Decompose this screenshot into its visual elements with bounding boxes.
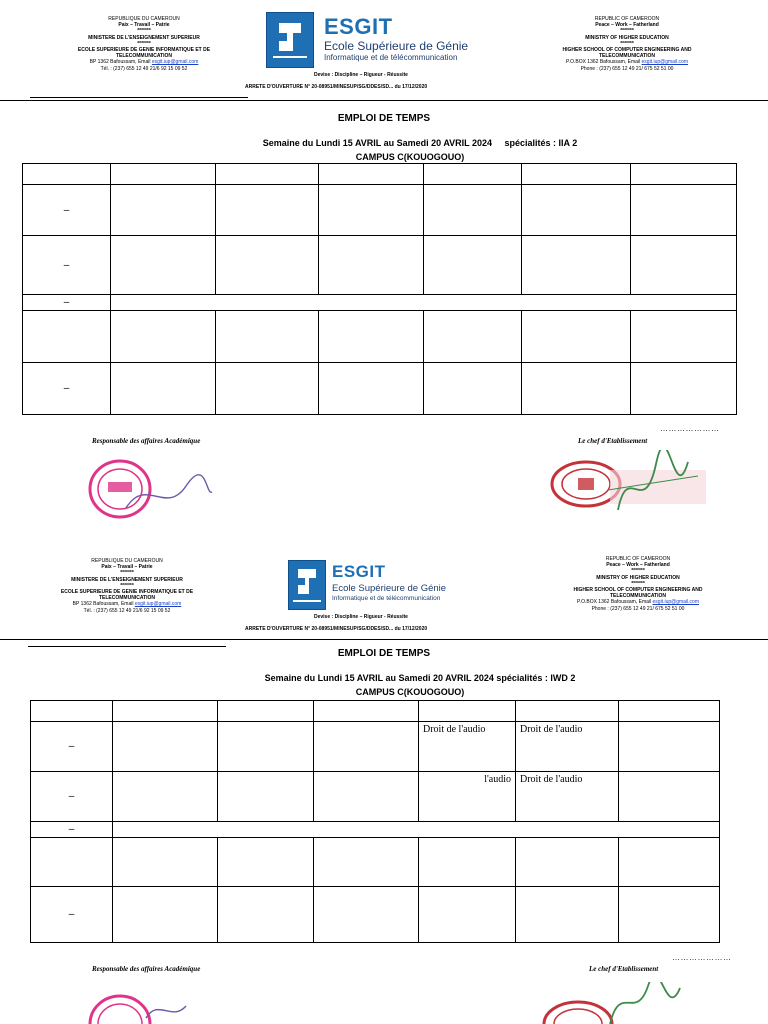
- header-left-bp: BP 1362 Bafoussam, Email: [89, 59, 152, 66]
- signature-label-director: Le chef d'Etablissement: [589, 965, 659, 973]
- table-cell: [319, 236, 424, 295]
- header-right-line: *******: [631, 568, 645, 575]
- header-right-line: *******: [620, 28, 634, 35]
- table-cell: [522, 236, 631, 295]
- table-cell: [111, 363, 216, 415]
- header-right-line: *******: [631, 580, 645, 587]
- break-cell: [111, 295, 737, 311]
- time-slot-dash: –: [23, 185, 111, 236]
- table-row: [31, 887, 720, 943]
- header-right-line: TELECOMMUNICATION: [598, 53, 655, 60]
- arrete: ARRETE D'OUVERTURE N° 20-08951/MINESUP/SG/DDES/SD... du 17/12/2020: [245, 84, 428, 90]
- header-left-line: *******: [120, 582, 134, 589]
- table-cell: [314, 838, 419, 887]
- logo-mark-icon: [288, 560, 326, 610]
- header-left-line: MINISTERE DE L'ENSEIGNEMENT SUPERIEUR: [71, 576, 183, 583]
- logo-subtitle: Informatique et de télécommunication: [324, 53, 458, 62]
- table-cell: [419, 887, 516, 943]
- header-underline: [30, 97, 248, 98]
- logo-name: Ecole Supérieure de Génie: [324, 39, 469, 53]
- logo-subtitle: Informatique et de télécommunication: [332, 595, 441, 602]
- header-left-tel: Tél. : (237) 655 12 49 21/6 92 15 09 52: [100, 65, 188, 72]
- header-right-line: REPUBLIC OF CAMEROON: [594, 16, 660, 22]
- email-link[interactable]: esgit.iup@gmail.com: [641, 59, 688, 66]
- table-cell: [111, 236, 216, 295]
- table-cell: [314, 722, 419, 772]
- time-slot-dash: –: [23, 236, 111, 295]
- table-cell: [314, 887, 419, 943]
- table-cell: [424, 236, 522, 295]
- table-row: [23, 185, 737, 236]
- logo-name: Ecole Supérieure de Génie: [332, 583, 447, 594]
- table-cell: [216, 236, 319, 295]
- table-cell: [516, 701, 619, 722]
- header-left-line: REPUBLIQUE DU CAMEROUN: [91, 558, 163, 564]
- table-cell: [631, 311, 737, 363]
- table-row: [31, 722, 720, 772]
- header-left-line: TELECOMMUNICATION: [98, 595, 155, 602]
- esgit-logo: [266, 12, 476, 68]
- header-left-line: REPUBLIQUE DU CAMEROUN: [108, 16, 180, 22]
- header-right-phone: Phone : (237) 655 12 49 21/ 675 52 51 00: [591, 605, 685, 612]
- header-left-line: Paix – Travail – Patrie: [118, 22, 170, 29]
- time-slot-dash: –: [23, 295, 111, 311]
- signature-label-director: Le chef d'Etablissement: [578, 437, 648, 445]
- header-rule: [0, 100, 768, 101]
- table-row-break: [23, 295, 737, 311]
- table-cell: [631, 363, 737, 415]
- header-right-line: TELECOMMUNICATION: [609, 593, 666, 600]
- table-cell: [631, 164, 737, 185]
- table-row: [23, 164, 737, 185]
- table-cell: [31, 701, 113, 722]
- schedule-campus: CAMPUS C(KOUOGOUO): [355, 152, 465, 162]
- table-cell: [619, 838, 720, 887]
- table-cell: [424, 311, 522, 363]
- table-cell: [631, 185, 737, 236]
- schedule-campus: CAMPUS C(KOUOGOUO): [355, 687, 465, 697]
- table-cell: [23, 311, 111, 363]
- table-cell: [23, 164, 111, 185]
- esgit-logo: [288, 560, 458, 610]
- table-cell: [111, 164, 216, 185]
- timetable: [22, 163, 737, 415]
- logo-brand: ESGIT: [324, 14, 393, 39]
- table-row-break: [31, 822, 720, 838]
- table-cell: [619, 722, 720, 772]
- time-slot-dash: –: [31, 722, 113, 772]
- header-left-line: *******: [137, 28, 151, 35]
- table-cell: [31, 838, 113, 887]
- table-cell: [111, 311, 216, 363]
- table-cell: [218, 722, 314, 772]
- table-cell: [522, 185, 631, 236]
- header-right-line: Peace – Work – Fatherland: [595, 22, 659, 29]
- signature-label-academic: Responsable des affaires Académique: [92, 965, 201, 973]
- table-cell: [216, 311, 319, 363]
- table-cell: [424, 363, 522, 415]
- header-right-line: HIGHER SCHOOL OF COMPUTER ENGINEERING AND: [573, 587, 703, 594]
- course-cell: Droit de l'audio: [419, 722, 516, 772]
- header-left-line: Paix – Travail – Patrie: [101, 564, 153, 571]
- header-right-po: P.O.BOX 1362 Bafoussam, Email: [566, 59, 642, 66]
- table-cell: [619, 701, 720, 722]
- header-rule: [0, 639, 768, 640]
- time-slot-dash: –: [23, 363, 111, 415]
- schedule-title: EMPLOI DE TEMPS: [337, 648, 431, 659]
- table-cell: [113, 772, 218, 822]
- header-right-po: P.O.BOX 1362 Bafoussam, Email: [577, 599, 653, 606]
- header-underline: [28, 646, 226, 647]
- timetable: [30, 700, 720, 943]
- schedule-week: Semaine du Lundi 15 AVRIL au Samedi 20 AVRIL 2024 spécialités : IWD 2: [264, 673, 576, 683]
- time-slot-dash: –: [31, 887, 113, 943]
- table-cell: [113, 701, 218, 722]
- header-left-block: [44, 16, 244, 72]
- table-row: [23, 311, 737, 363]
- director-stamp-icon: [540, 982, 706, 1024]
- header-right-line: MINISTRY OF HIGHER EDUCATION: [585, 34, 669, 41]
- header-right-line: Peace – Work – Fatherland: [606, 562, 670, 569]
- table-cell: [218, 887, 314, 943]
- header-right-line: *******: [620, 40, 634, 47]
- table-cell: [218, 838, 314, 887]
- arrete: ARRETE D'OUVERTURE N° 20-08951/MINESUP/SG/DDES/SD... du 17/12/2020: [245, 626, 428, 632]
- table-cell: [522, 363, 631, 415]
- table-cell: [319, 185, 424, 236]
- header-left-line: *******: [137, 40, 151, 47]
- table-row: [31, 701, 720, 722]
- table-cell: [424, 185, 522, 236]
- table-cell: [216, 164, 319, 185]
- table-cell: [113, 838, 218, 887]
- break-cell: [113, 822, 720, 838]
- table-cell: [516, 887, 619, 943]
- header-left-bp: BP 1362 Bafoussam, Email: [72, 601, 135, 608]
- signature-dots: …………………: [672, 953, 732, 962]
- header-left-line: TELECOMMUNICATION: [115, 53, 172, 60]
- academic-stamp-icon: [86, 988, 216, 1024]
- table-row: [23, 363, 737, 415]
- academic-stamp-icon: [86, 456, 216, 522]
- header-left-line: ECOLE SUPERIEURE DE GENIE INFORMATIQUE ET DE: [60, 589, 194, 596]
- director-stamp-icon: [548, 450, 714, 522]
- signature-dots: …………………: [660, 424, 720, 433]
- table-row: [31, 838, 720, 887]
- table-cell: [111, 185, 216, 236]
- table-cell: [424, 164, 522, 185]
- header-right-block: [538, 556, 738, 612]
- course-cell: l'audio: [419, 772, 516, 822]
- table-cell: [314, 772, 419, 822]
- table-cell: [522, 311, 631, 363]
- devise: Devise : Discipline – Rigueur - Réussite: [314, 614, 408, 620]
- table-cell: [113, 887, 218, 943]
- table-row: [23, 236, 737, 295]
- header-left-block: [27, 558, 227, 614]
- header-right-line: REPUBLIC OF CAMEROON: [605, 556, 671, 562]
- email-link[interactable]: esgit.iup@gmail.com: [134, 601, 182, 608]
- schedule-week: Semaine du Lundi 15 AVRIL au Samedi 20 AVRIL 2024 spécialités : IIA 2: [262, 138, 578, 148]
- header-left-line: MINISTERE DE L'ENSEIGNEMENT SUPERIEUR: [88, 34, 200, 41]
- table-cell: [218, 701, 314, 722]
- time-slot-dash: –: [31, 772, 113, 822]
- table-cell: [522, 164, 631, 185]
- table-cell: [113, 722, 218, 772]
- time-slot-dash: –: [31, 822, 113, 838]
- page-2: [0, 540, 768, 1024]
- email-link[interactable]: esgit.iup@gmail.com: [151, 59, 199, 66]
- table-cell: [619, 772, 720, 822]
- header-right-line: HIGHER SCHOOL OF COMPUTER ENGINEERING AND: [562, 47, 692, 54]
- header-left-line: *******: [120, 570, 134, 577]
- table-cell: [319, 164, 424, 185]
- course-cell: Droit de l'audio: [516, 722, 619, 772]
- email-link[interactable]: esgit.iup@gmail.com: [652, 599, 699, 606]
- table-cell: [516, 838, 619, 887]
- table-cell: [218, 772, 314, 822]
- table-cell: [216, 363, 319, 415]
- table-row: [31, 772, 720, 822]
- header-right-block: [527, 16, 727, 72]
- schedule-title: EMPLOI DE TEMPS: [337, 113, 431, 124]
- table-cell: [619, 887, 720, 943]
- logo-brand: ESGIT: [332, 562, 386, 581]
- header-right-phone: Phone : (237) 655 12 49 21/ 675 52 51 00: [580, 65, 674, 72]
- table-cell: [631, 236, 737, 295]
- table-cell: [319, 311, 424, 363]
- header-right-line: MINISTRY OF HIGHER EDUCATION: [596, 574, 680, 581]
- table-cell: [319, 363, 424, 415]
- table-cell: [314, 701, 419, 722]
- header-left-line: ECOLE SUPERIEURE DE GENIE INFORMATIQUE ET DE: [77, 47, 211, 54]
- signature-label-academic: Responsable des affaires Académique: [92, 437, 201, 445]
- table-cell: [419, 701, 516, 722]
- header-left-tel: Tél. : (237) 655 12 49 21/6 92 15 09 52: [83, 607, 171, 614]
- logo-mark-icon: [266, 12, 314, 68]
- course-cell: Droit de l'audio: [516, 772, 619, 822]
- devise: Devise : Discipline – Rigueur - Réussite: [314, 72, 408, 78]
- table-cell: [419, 838, 516, 887]
- table-cell: [216, 185, 319, 236]
